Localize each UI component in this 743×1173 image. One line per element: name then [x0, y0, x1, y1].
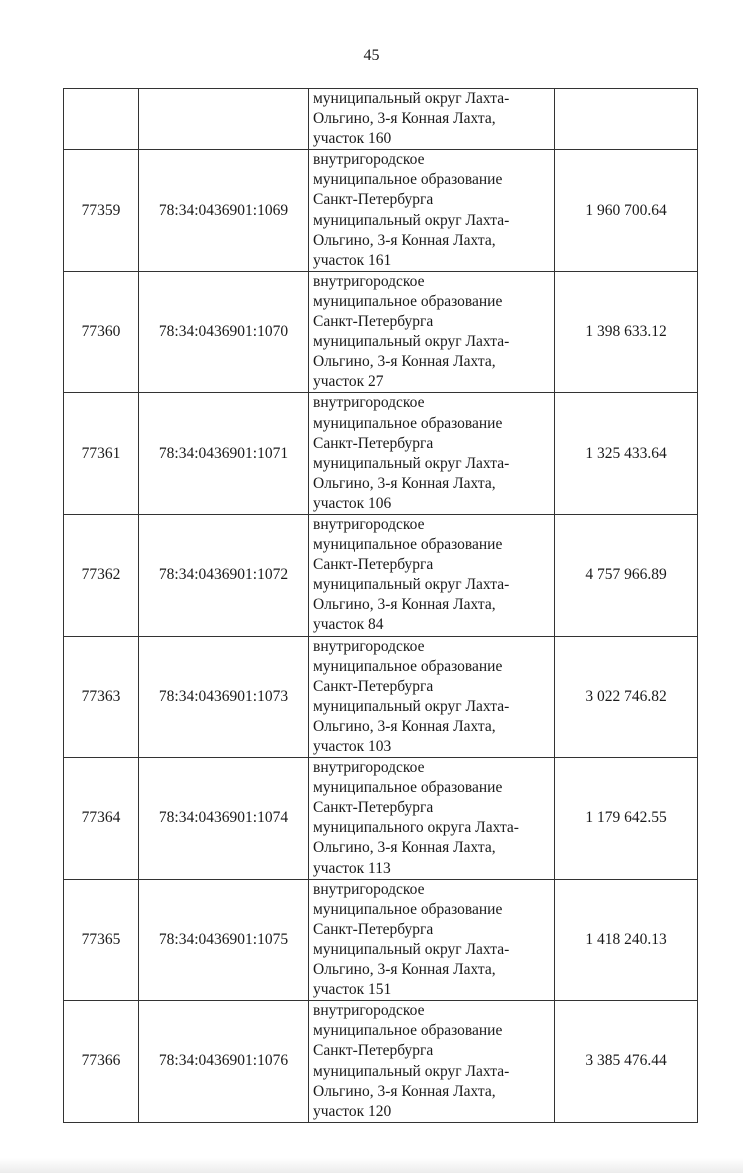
cadastral-value-cell: 1 960 700.64 [555, 150, 698, 272]
address-line: муниципальное образование [313, 900, 503, 918]
table-row [64, 758, 698, 880]
address-line: Ольгино, 3-я Конная Лахта, [313, 231, 496, 249]
address-cell [309, 89, 555, 150]
address-line: муниципальное образование [313, 657, 503, 675]
table-row [64, 271, 698, 393]
address-cell [309, 514, 555, 636]
address-cell [309, 150, 555, 272]
address-line: муниципальный округ Лахта- [313, 1062, 510, 1080]
address-line: внутригородское [313, 272, 425, 290]
cadastral-number-cell: 78:34:0436901:1076 [139, 1001, 309, 1123]
address-line: участок 151 [313, 981, 392, 999]
row-number-cell: 77364 [64, 758, 139, 880]
address-line: Санкт-Петербурга [313, 313, 434, 331]
cadastral-value-cell: 1 179 642.55 [555, 758, 698, 880]
address-line: участок 106 [313, 494, 392, 512]
cadastral-number-cell: 78:34:0436901:1075 [139, 879, 309, 1001]
cadastral-number-cell: 78:34:0436901:1069 [139, 150, 309, 272]
address-line: Санкт-Петербурга [313, 920, 434, 938]
table-row [64, 879, 698, 1001]
address-line: участок 160 [313, 130, 392, 148]
row-number-cell: 77362 [64, 514, 139, 636]
address-line: Санкт-Петербурга [313, 799, 434, 817]
address-line: внутригородское [313, 151, 425, 169]
address-line: внутригородское [313, 394, 425, 412]
address-line: муниципальное образование [313, 536, 503, 554]
address-line: Ольгино, 3-я Конная Лахта, [313, 839, 496, 857]
row-number-cell: 77363 [64, 636, 139, 758]
table-row [64, 89, 698, 150]
cadastral-value-cell: 4 757 966.89 [555, 514, 698, 636]
registry-table [63, 88, 698, 1123]
row-number-cell: 77361 [64, 393, 139, 515]
cadastral-number-cell [139, 89, 309, 150]
cadastral-number-cell: 78:34:0436901:1071 [139, 393, 309, 515]
address-line: муниципальный округ Лахта- [313, 697, 510, 715]
row-number-cell: 77365 [64, 879, 139, 1001]
address-line: муниципальный округ Лахта- [313, 454, 510, 472]
address-cell [309, 758, 555, 880]
address-line: Ольгино, 3-я Конная Лахта, [313, 1082, 496, 1100]
row-number-cell: 77359 [64, 150, 139, 272]
address-line: муниципальный округ Лахта- [313, 211, 510, 229]
address-line: участок 84 [313, 616, 384, 634]
address-line: муниципальный округ Лахта- [313, 576, 510, 594]
address-line: Санкт-Петербурга [313, 556, 434, 574]
address-line: участок 27 [313, 373, 384, 391]
cadastral-value-cell: 3 022 746.82 [555, 636, 698, 758]
address-line: Санкт-Петербурга [313, 677, 434, 695]
address-line: Санкт-Петербурга [313, 1042, 434, 1060]
cadastral-value-cell: 1 418 240.13 [555, 879, 698, 1001]
cadastral-number-cell: 78:34:0436901:1070 [139, 271, 309, 393]
address-line: внутригородское [313, 1002, 425, 1020]
scan-edge-shadow [0, 1158, 743, 1173]
address-line: Санкт-Петербурга [313, 191, 434, 209]
address-line: муниципального округа Лахта- [313, 819, 519, 837]
table-row [64, 393, 698, 515]
address-line: внутригородское [313, 637, 425, 655]
registry-table-body [64, 89, 698, 1123]
address-line: муниципальный округ Лахта- [313, 90, 510, 107]
table-row [64, 150, 698, 272]
address-line: муниципальный округ Лахта- [313, 333, 510, 351]
cadastral-value-cell: 3 385 476.44 [555, 1001, 698, 1123]
address-line: внутригородское [313, 515, 425, 533]
address-line: муниципальное образование [313, 1022, 503, 1040]
page-number: 45 [363, 47, 380, 64]
address-cell [309, 1001, 555, 1123]
address-line: внутригородское [313, 880, 425, 898]
cadastral-value-cell [555, 89, 698, 150]
address-cell [309, 271, 555, 393]
address-line: муниципальное образование [313, 779, 503, 797]
address-line: участок 103 [313, 738, 392, 755]
address-cell [309, 636, 555, 758]
address-line: Ольгино, 3-я Конная Лахта, [313, 717, 496, 735]
address-line: внутригородское [313, 759, 425, 777]
address-cell [309, 393, 555, 515]
address-line: муниципальный округ Лахта- [313, 940, 510, 958]
cadastral-value-cell: 1 325 433.64 [555, 393, 698, 515]
address-line: Ольгино, 3-я Конная Лахта, [313, 961, 496, 979]
address-line: участок 120 [313, 1102, 392, 1120]
address-line: Санкт-Петербурга [313, 434, 434, 452]
address-line: муниципальное образование [313, 171, 503, 189]
cadastral-value-cell: 1 398 633.12 [555, 271, 698, 393]
row-number-cell: 77360 [64, 271, 139, 393]
table-row [64, 636, 698, 758]
address-line: Ольгино, 3-я Конная Лахта, [313, 474, 496, 492]
address-line: Ольгино, 3-я Конная Лахта, [313, 110, 496, 128]
address-line: муниципальное образование [313, 292, 503, 310]
cadastral-number-cell: 78:34:0436901:1073 [139, 636, 309, 758]
address-cell [309, 879, 555, 1001]
address-line: муниципальное образование [313, 414, 503, 432]
row-number-cell: 77366 [64, 1001, 139, 1123]
row-number-cell [64, 89, 139, 150]
table-row [64, 1001, 698, 1123]
address-line: Ольгино, 3-я Конная Лахта, [313, 596, 496, 614]
cadastral-number-cell: 78:34:0436901:1074 [139, 758, 309, 880]
address-line: участок 113 [313, 859, 391, 877]
address-line: участок 161 [313, 251, 392, 269]
table-row [64, 514, 698, 636]
address-line: Ольгино, 3-я Конная Лахта, [313, 353, 496, 371]
cadastral-number-cell: 78:34:0436901:1072 [139, 514, 309, 636]
